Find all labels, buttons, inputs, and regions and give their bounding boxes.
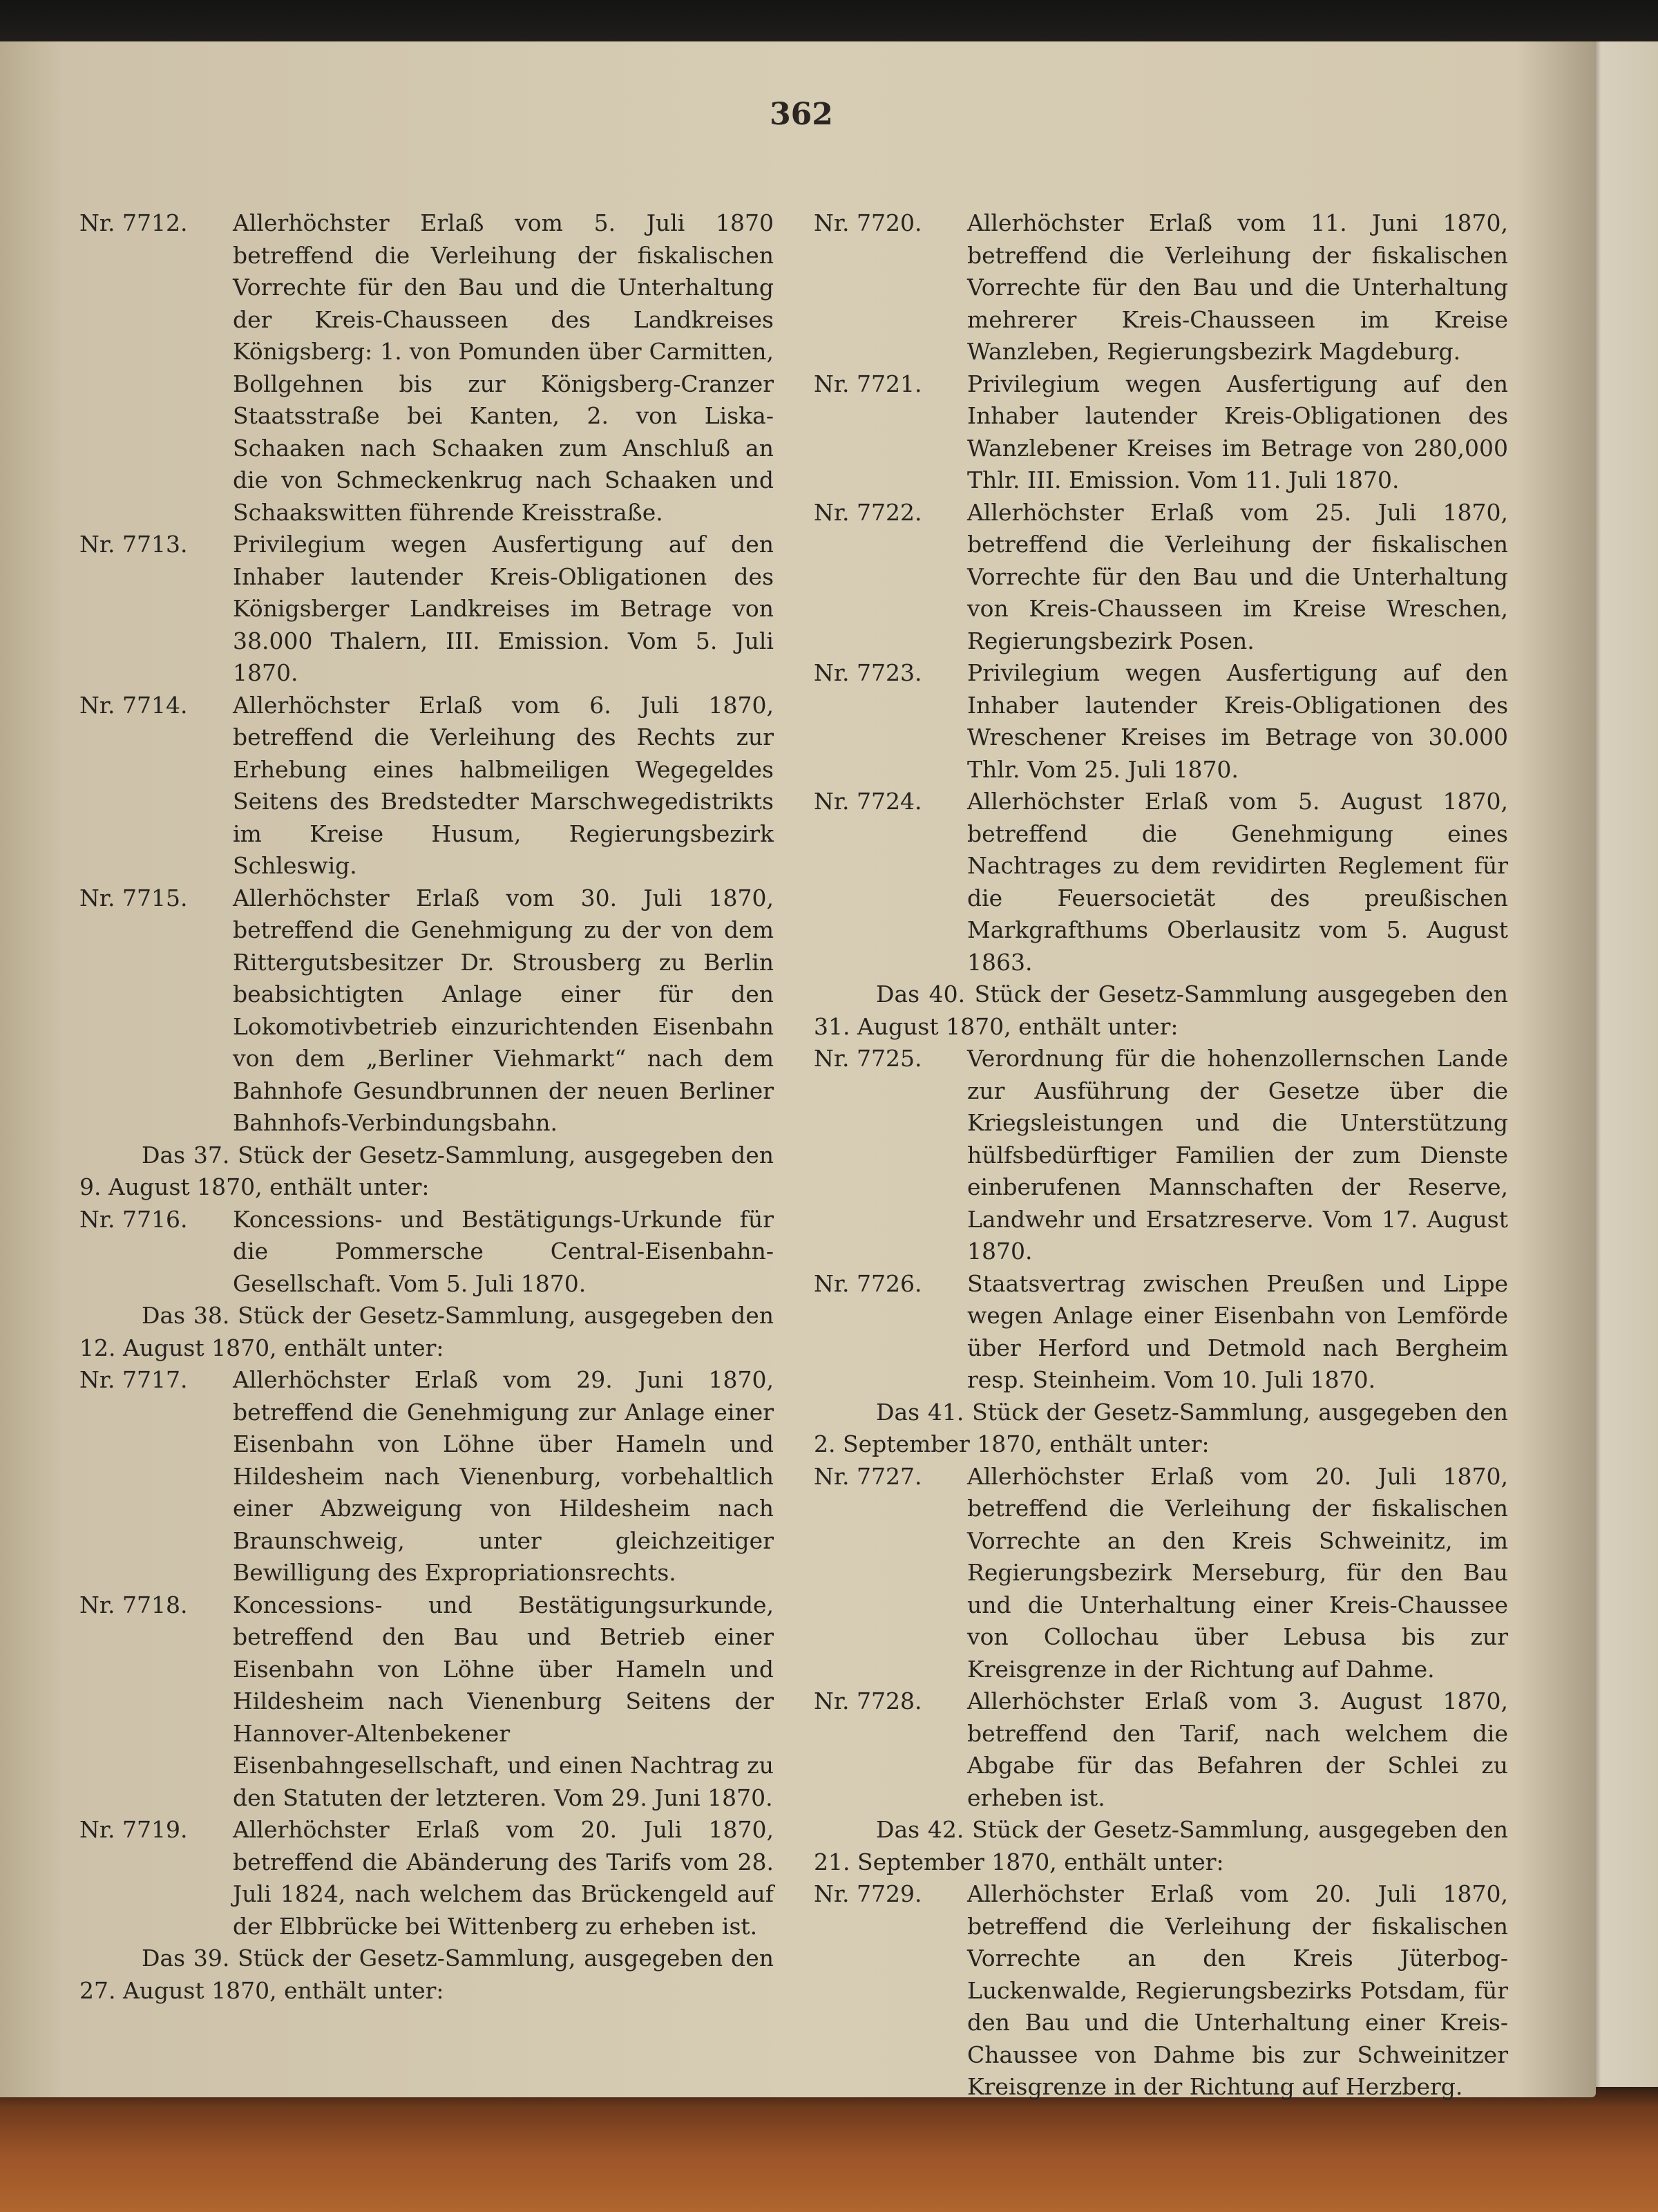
law-entry bbox=[814, 1461, 1508, 1686]
law-entry bbox=[814, 1878, 1508, 2104]
issue-notice: Das 37. Stück der Gesetz-Sammlung, ausgegeben den 9. August 1870, enthält unter: bbox=[79, 1141, 774, 1200]
entry-number: Nr. 7715. bbox=[79, 884, 188, 911]
entry-number: Nr. 7725. bbox=[814, 1045, 922, 1072]
law-entry bbox=[814, 207, 1508, 368]
entry-text: Allerhöchster Erlaß vom 29. Juni 1870, betreffend die Genehmigung zur Anlage einer Eisenbahn von Löhne über Hameln und Hildesheim nach Vienenburg, vorbehaltlich einer Abzweigung von Hildesheim nach Braunschweig, unter gleichzeitiger Bewilligung des Expropriationsrechts. bbox=[233, 1366, 774, 1586]
law-entry bbox=[79, 529, 774, 690]
entry-number: Nr. 7721. bbox=[814, 370, 922, 397]
entry-number: Nr. 7728. bbox=[814, 1688, 922, 1714]
entry-text: Allerhöchster Erlaß vom 25. Juli 1870, betreffend die Verleihung der fiskalischen Vorrechte für den Bau und die Unterhaltung von Kreis-Chausseen im Kreise Wreschen, Regierungsbezirk Posen. bbox=[967, 498, 1508, 654]
entry-number: Nr. 7729. bbox=[814, 1880, 922, 1907]
entry-text: Allerhöchster Erlaß vom 20. Juli 1870, betreffend die Verleihung der fiskalischen Vorrechte an den Kreis Jüterbog-Luckenwalde, Regierungsbezirks Potsdam, für den Bau und die Unterhaltung einer Kreis-Chaussee von Dahme bis zur Schweinitzer Kreisgrenze in der Richtung auf Herzberg. bbox=[967, 1880, 1508, 2100]
page-number: 362 bbox=[770, 97, 833, 132]
entry-text: Koncessions- und Bestätigungs-Urkunde für die Pommersche Central-Eisenbahn-Gesellschaft. Vom 5. Juli 1870. bbox=[233, 1205, 774, 1297]
entry-number: Nr. 7717. bbox=[79, 1366, 188, 1393]
entry-text: Allerhöchster Erlaß vom 3. August 1870, betreffend den Tarif, nach welchem die Abgabe für das Befahren der Schlei zu erheben ist. bbox=[967, 1688, 1508, 1811]
law-entry bbox=[79, 1204, 774, 1301]
entry-text: Allerhöchster Erlaß vom 11. Juni 1870, betreffend die Verleihung der fiskalischen Vorrechte für den Bau und die Unterhaltung mehrerer Kreis-Chausseen im Kreise Wanzleben, Regierungsbezirk Magdeburg. bbox=[967, 209, 1508, 365]
entry-text: Staatsvertrag zwischen Preußen und Lippe wegen Anlage einer Eisenbahn von Lemförde über Herford und Detmold nach Bergheim resp. Steinheim. Vom 10. Juli 1870. bbox=[967, 1269, 1508, 1393]
entry-text: Allerhöchster Erlaß vom 6. Juli 1870, betreffend die Verleihung des Rechts zur Erhebung eines halbmeiligen Wegegeldes Seitens des Bredstedter Marschwegedistrikts im Kreise Husum, Regierungsbezirk Schleswig. bbox=[233, 691, 774, 879]
law-entry bbox=[814, 1685, 1508, 1814]
law-entry bbox=[814, 368, 1508, 497]
issue-notice: Das 40. Stück der Gesetz-Sammlung ausgegeben den 31. August 1870, enthält unter: bbox=[814, 981, 1508, 1040]
entry-text: Verordnung für die hohenzollernschen Lande zur Ausführung der Gesetze über die Kriegsleistungen und die Unterstützung hülfsbedürftiger Familien der zum Dienste einberufenen Mannschaften der Reserve, Landwehr und Ersatzreserve. Vom 17. August 1870. bbox=[967, 1045, 1508, 1265]
entry-number: Nr. 7720. bbox=[814, 209, 922, 236]
entry-text: Allerhöchster Erlaß vom 20. Juli 1870, betreffend die Verleihung der fiskalischen Vorrechte an den Kreis Schweinitz, im Regierungsbezirk Merseburg, für den Bau und die Unterhaltung einer Kreis-Chaussee von Collochau über Lebusa bis zur Kreisgrenze in der Richtung auf Dahme. bbox=[967, 1462, 1508, 1683]
entry-number: Nr. 7714. bbox=[79, 691, 188, 719]
entry-number: Nr. 7716. bbox=[79, 1205, 188, 1233]
entry-number: Nr. 7727. bbox=[814, 1462, 922, 1490]
entry-number: Nr. 7722. bbox=[814, 498, 922, 526]
law-entry bbox=[79, 1589, 774, 1815]
law-entry bbox=[814, 497, 1508, 658]
entry-number: Nr. 7712. bbox=[79, 209, 188, 236]
entry-text: Allerhöchster Erlaß vom 30. Juli 1870, betreffend die Genehmigung zu der von dem Rittergutsbesitzer Dr. Strousberg zu Berlin beabsichtigten Anlage einer für den Lokomotivbetrieb einzurichtenden Eisenbahn von dem „Berliner Viehmarkt“ nach dem Bahnhofe Gesundbrunnen der neuen Berliner Bahnhofs-Verbindungsbahn. bbox=[233, 884, 774, 1136]
right-column bbox=[814, 207, 1508, 2104]
law-entry bbox=[814, 1043, 1508, 1268]
law-entry bbox=[79, 207, 774, 529]
entry-number: Nr. 7723. bbox=[814, 659, 922, 686]
law-entry bbox=[814, 1268, 1508, 1397]
entry-number: Nr. 7724. bbox=[814, 788, 922, 815]
entry-text: Privilegium wegen Ausfertigung auf den Inhaber lautender Kreis-Obligationen des Königsberger Landkreises im Betrage von 38.000 Thalern, III. Emission. Vom 5. Juli 1870. bbox=[233, 531, 774, 686]
entry-text: Allerhöchster Erlaß vom 5. Juli 1870 betreffend die Verleihung der fiskalischen Vorrechte für den Bau und die Unterhaltung der Kreis-Chausseen des Landkreises Königsberg: 1. von Pomunden über Carmitten, Bollgehnen bis zur Königsberg-Cranzer Staatsstraße bei Kanten, 2. von Liska-Schaaken nach Schaaken zum Anschluß an die von Schmeckenkrug nach Schaaken und Schaakswitten führende Kreisstraße. bbox=[233, 209, 774, 526]
entry-number: Nr. 7713. bbox=[79, 531, 188, 558]
issue-notice: Das 38. Stück der Gesetz-Sammlung, ausgegeben den 12. August 1870, enthält unter: bbox=[79, 1302, 774, 1361]
entry-text: Privilegium wegen Ausfertigung auf den Inhaber lautender Kreis-Obligationen des Wreschener Kreises im Betrage von 30.000 Thlr. Vom 25. Juli 1870. bbox=[967, 659, 1508, 783]
entry-text: Privilegium wegen Ausfertigung auf den Inhaber lautender Kreis-Obligationen des Wanzlebener Kreises im Betrage von 280,000 Thlr. III. Emission. Vom 11. Juli 1870. bbox=[967, 370, 1508, 493]
law-entry bbox=[814, 657, 1508, 786]
entry-number: Nr. 7719. bbox=[79, 1816, 188, 1843]
law-entry bbox=[79, 1814, 774, 1942]
entry-number: Nr. 7726. bbox=[814, 1269, 922, 1297]
law-entry bbox=[79, 882, 774, 1140]
issue-notice: Das 39. Stück der Gesetz-Sammlung, ausgegeben den 27. August 1870, enthält unter: bbox=[79, 1945, 774, 2004]
law-entry bbox=[79, 1364, 774, 1589]
entry-text: Koncessions- und Bestätigungsurkunde, betreffend den Bau und Betrieb einer Eisenbahn von Löhne über Hameln und Hildesheim nach Vienenburg Seitens der Hannover-Altenbekener Eisenbahngesellschaft, und einen Nachtrag zu den Statuten der letzteren. Vom 29. Juni 1870. bbox=[233, 1591, 774, 1811]
law-entry bbox=[814, 786, 1508, 979]
issue-notice: Das 42. Stück der Gesetz-Sammlung, ausgegeben den 21. September 1870, enthält unter: bbox=[814, 1816, 1508, 1875]
entry-text: Allerhöchster Erlaß vom 5. August 1870, betreffend die Genehmigung eines Nachtrages zu dem revidirten Reglement für die Feuersocietät des preußischen Markgrafthums Oberlausitz vom 5. August 1863. bbox=[967, 788, 1508, 976]
left-column bbox=[79, 207, 774, 2007]
law-entry bbox=[79, 690, 774, 882]
issue-notice: Das 41. Stück der Gesetz-Sammlung, ausgegeben den 2. September 1870, enthält unter: bbox=[814, 1398, 1508, 1457]
entry-number: Nr. 7718. bbox=[79, 1591, 188, 1618]
entry-text: Allerhöchster Erlaß vom 20. Juli 1870, betreffend die Abänderung des Tarifs vom 28. Juli 1824, nach welchem das Brückengeld auf der Elbbrücke bei Wittenberg zu erheben ist. bbox=[233, 1816, 774, 1940]
